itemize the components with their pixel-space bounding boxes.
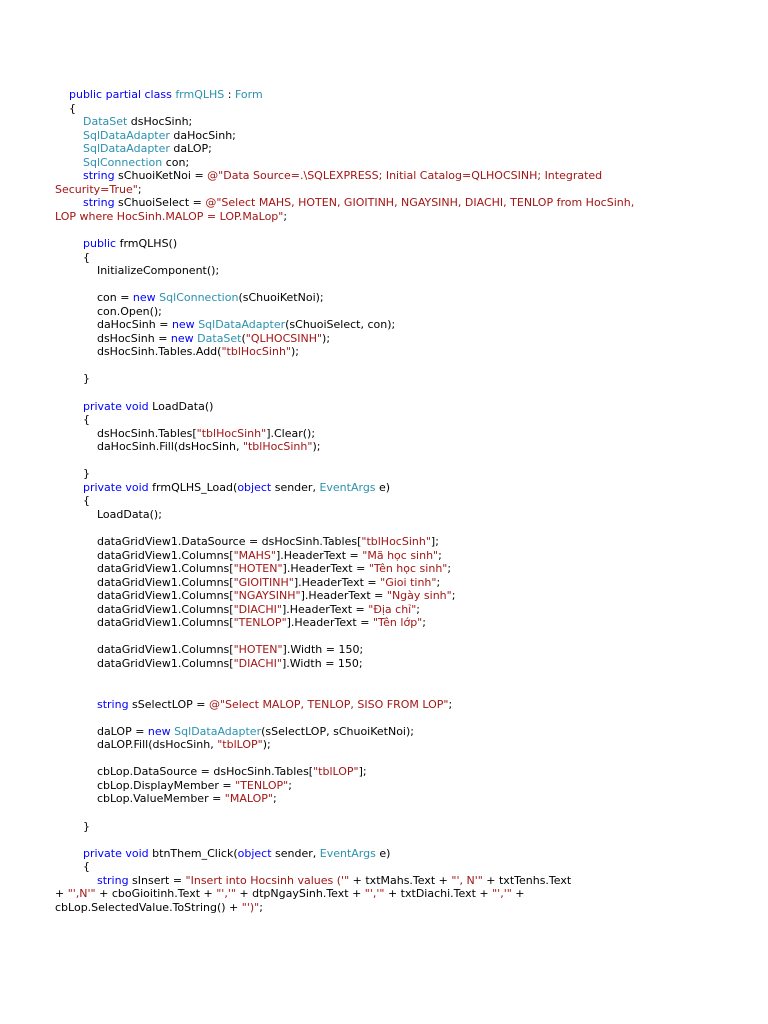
code-text: dataGridView1.Columns[ xyxy=(55,643,234,657)
string-token: "tblHocSinh" xyxy=(242,440,313,454)
code-text: daHocSinh; xyxy=(169,128,236,142)
code-line xyxy=(55,562,755,576)
string-token: "TENLOP" xyxy=(233,616,287,630)
keyword-token: new xyxy=(170,331,194,345)
string-token: "QLHOCSINH" xyxy=(245,331,323,345)
code-line xyxy=(55,711,755,725)
string-token: "HOTEN" xyxy=(233,643,283,657)
code-text xyxy=(55,169,83,182)
code-text: + txtMahs.Text + xyxy=(349,873,452,887)
code-text: ].HeaderText = xyxy=(282,562,369,576)
code-line xyxy=(55,169,755,183)
string-token: "Tên học sinh" xyxy=(368,562,448,576)
code-line xyxy=(55,494,755,508)
string-token: "tblLOP" xyxy=(313,765,359,779)
code-line xyxy=(55,264,755,278)
keyword-token: void xyxy=(125,399,149,413)
code-text: ; xyxy=(447,562,452,576)
code-text: ; xyxy=(416,602,420,616)
code-text: (sSelectLOP, sChuoiKetNoi); xyxy=(261,724,414,738)
code-line xyxy=(55,535,755,549)
type-token: DataSet xyxy=(197,331,242,345)
code-line xyxy=(55,887,755,901)
code-text: dataGridView1.DataSource = dsHocSinh.Tables[ xyxy=(55,535,362,549)
code-text xyxy=(55,129,83,142)
code-text: ].HeaderText = xyxy=(293,575,381,589)
keyword-token: string xyxy=(82,196,115,210)
code-line xyxy=(55,549,755,563)
code-text: sSelectLOP = xyxy=(128,697,209,711)
string-token: "Mã học sinh" xyxy=(362,548,439,562)
code-text: ]; xyxy=(430,535,439,549)
code-text: ; xyxy=(272,792,277,806)
code-text: { xyxy=(55,101,76,115)
type-token: SqlDataAdapter xyxy=(198,318,286,332)
code-text: } xyxy=(55,372,90,386)
keyword-token: new xyxy=(132,291,156,305)
code-line xyxy=(55,643,755,657)
code-text: ].Width = 150; xyxy=(282,643,364,657)
code-text: con; xyxy=(162,155,190,169)
type-token: SqlDataAdapter xyxy=(82,142,170,156)
code-text: con = xyxy=(55,291,133,305)
code-text: cbLop.DisplayMember = xyxy=(55,778,236,792)
string-token: "tblHocSinh" xyxy=(221,345,291,359)
code-text: dsHocSinh = xyxy=(55,331,171,345)
code-line xyxy=(55,820,755,834)
code-line xyxy=(55,454,755,468)
type-token: DataSet xyxy=(82,115,128,129)
keyword-token: void xyxy=(125,846,149,860)
code-text xyxy=(55,237,83,250)
code-line xyxy=(55,88,755,102)
code-line xyxy=(55,806,755,820)
code-text: sender, xyxy=(271,846,320,860)
string-token: "HOTEN" xyxy=(233,562,283,576)
code-text: ; xyxy=(436,575,441,589)
string-token: "tblLOP" xyxy=(217,738,263,752)
code-text: LoadData() xyxy=(148,399,214,413)
code-line xyxy=(55,671,755,685)
code-line xyxy=(55,196,755,210)
type-token: SqlConnection xyxy=(159,291,239,305)
string-token: "DIACHI" xyxy=(233,656,282,670)
code-text: ); xyxy=(312,440,321,454)
code-text: ); xyxy=(322,331,331,345)
code-text: dataGridView1.Columns[ xyxy=(55,575,234,589)
code-line xyxy=(55,318,755,332)
code-line xyxy=(55,156,755,170)
code-line xyxy=(55,765,755,779)
code-line xyxy=(55,183,755,197)
code-text: { xyxy=(55,860,90,874)
code-line xyxy=(55,467,755,481)
string-token: "MALOP" xyxy=(224,792,273,806)
code-text: { xyxy=(55,494,90,508)
code-text: dataGridView1.Columns[ xyxy=(55,589,234,603)
string-token: "tblHocSinh" xyxy=(361,535,431,549)
string-token: "','" xyxy=(216,887,236,901)
code-line xyxy=(55,440,755,454)
code-text: { xyxy=(55,413,90,427)
code-text: ; xyxy=(283,209,288,223)
code-line xyxy=(55,657,755,671)
code-text: : xyxy=(224,88,235,101)
code-text: dataGridView1.Columns[ xyxy=(55,602,234,616)
code-line xyxy=(55,860,755,874)
code-text: LoadData(); xyxy=(55,507,162,521)
keyword-token: private xyxy=(82,846,122,860)
code-text: dsHocSinh.Tables[ xyxy=(55,426,197,440)
code-document xyxy=(55,88,755,914)
code-line xyxy=(55,698,755,712)
string-token: "Insert into Hocsinh values ('" xyxy=(185,873,350,887)
type-token: EventArgs xyxy=(319,480,376,494)
code-text: daLOP.Fill(dsHocSinh, xyxy=(55,738,218,752)
code-line xyxy=(55,413,755,427)
code-text: ].HeaderText = xyxy=(300,589,387,603)
string-token: "Ngày sinh" xyxy=(386,589,452,603)
type-token: SqlDataAdapter xyxy=(174,724,262,738)
keyword-token: object xyxy=(237,846,272,860)
string-token: @"Select MAHS, HOTEN, GIOITINH, NGAYSINH, DIACHI, TENLOP from HocSinh, xyxy=(205,196,635,210)
code-line xyxy=(55,291,755,305)
code-text: ; xyxy=(448,697,453,711)
code-text: + txtDiachi.Text + xyxy=(384,887,493,901)
code-text xyxy=(55,847,83,860)
code-line xyxy=(55,752,755,766)
code-line xyxy=(55,508,755,522)
code-text: dsHocSinh.Tables.Add( xyxy=(55,345,222,359)
code-text: } xyxy=(55,467,90,481)
code-text: dsHocSinh; xyxy=(127,115,193,129)
code-line xyxy=(55,345,755,359)
code-text: e) xyxy=(375,846,391,860)
code-text: con.Open(); xyxy=(55,304,162,318)
keyword-token: object xyxy=(237,480,272,494)
code-text: sChuoiKetNoi = xyxy=(114,169,208,183)
code-text: sInsert = xyxy=(128,873,186,887)
code-line xyxy=(55,237,755,251)
code-text xyxy=(55,88,69,101)
code-text: frmQLHS_Load( xyxy=(148,480,238,494)
code-line xyxy=(55,142,755,156)
code-text: InitializeComponent(); xyxy=(55,264,220,278)
code-text: dataGridView1.Columns[ xyxy=(55,562,234,576)
type-token: SqlDataAdapter xyxy=(82,128,170,142)
code-text: ].HeaderText = xyxy=(275,548,363,562)
code-text: daHocSinh = xyxy=(55,318,172,332)
keyword-token: public xyxy=(82,237,117,251)
code-text: cbLop.SelectedValue.ToString() + xyxy=(55,900,242,914)
code-text: ].Width = 150; xyxy=(281,656,363,670)
string-token: "Gioi tinh" xyxy=(380,575,437,589)
code-text: dataGridView1.Columns[ xyxy=(55,548,234,562)
code-line xyxy=(55,427,755,441)
code-text: cbLop.DataSource = dsHocSinh.Tables[ xyxy=(55,765,314,779)
keyword-token: void xyxy=(125,480,149,494)
code-text: + xyxy=(511,887,525,901)
code-text xyxy=(55,142,83,155)
string-token: "TENLOP" xyxy=(235,778,289,792)
code-text: dataGridView1.Columns[ xyxy=(55,656,234,670)
code-line xyxy=(55,792,755,806)
string-token: "GIOITINH" xyxy=(233,575,294,589)
code-line xyxy=(55,684,755,698)
code-text: ]; xyxy=(358,765,367,779)
code-text xyxy=(55,400,83,413)
string-token: "','" xyxy=(364,887,385,901)
code-line xyxy=(55,522,755,536)
code-line xyxy=(55,372,755,386)
code-text: ; xyxy=(288,778,292,792)
code-text: cbLop.ValueMember = xyxy=(55,792,225,806)
code-text xyxy=(55,196,83,209)
code-text xyxy=(55,156,83,169)
code-text xyxy=(55,115,83,128)
string-token: Security=True" xyxy=(55,182,138,196)
code-text: ; xyxy=(137,182,142,196)
code-line xyxy=(55,102,755,116)
code-line xyxy=(55,481,755,495)
code-line xyxy=(55,332,755,346)
code-text: ].HeaderText = xyxy=(281,602,369,616)
code-line xyxy=(55,305,755,319)
string-token: "', N'" xyxy=(451,873,483,887)
type-token: SqlConnection xyxy=(82,155,163,169)
code-line xyxy=(55,129,755,143)
code-text: (sChuoiSelect, con); xyxy=(285,318,396,332)
code-line xyxy=(55,400,755,414)
keyword-token: private xyxy=(82,399,122,413)
code-line xyxy=(55,603,755,617)
string-token: "Tên lớp" xyxy=(372,616,423,630)
code-text: dataGridView1.Columns[ xyxy=(55,616,234,630)
code-text: ; xyxy=(438,548,442,562)
type-token: frmQLHS xyxy=(175,88,225,101)
code-text: ); xyxy=(290,345,299,359)
string-token: @"Select MALOP, TENLOP, SISO FROM LOP" xyxy=(208,697,449,711)
code-line xyxy=(55,874,755,888)
string-token: "tblHocSinh" xyxy=(196,426,267,440)
code-line xyxy=(55,616,755,630)
code-line xyxy=(55,833,755,847)
code-line xyxy=(55,278,755,292)
code-text: { xyxy=(55,250,90,264)
string-token: "','" xyxy=(492,887,512,901)
string-token: LOP where HocSinh.MALOP = LOP.MaLop" xyxy=(55,209,284,223)
code-text: sender, xyxy=(271,480,320,494)
type-token: EventArgs xyxy=(319,846,376,860)
code-text: ( xyxy=(241,331,246,345)
code-text: e) xyxy=(375,480,391,494)
keyword-token: new xyxy=(171,318,195,332)
string-token: "MAHS" xyxy=(233,548,276,562)
code-text: ); xyxy=(262,738,271,752)
code-text: btnThem_Click( xyxy=(148,846,238,860)
string-token: @"Data Source=.\SQLEXPRESS; Initial Catalog=QLHOCSINH; Integrated xyxy=(207,169,603,183)
code-text: daLOP; xyxy=(169,142,212,156)
keyword-token: new xyxy=(147,724,171,738)
code-text xyxy=(55,481,83,494)
code-text: sChuoiSelect = xyxy=(114,196,206,210)
code-text: ].HeaderText = xyxy=(286,616,373,630)
code-text: (sChuoiKetNoi); xyxy=(238,291,324,305)
code-line xyxy=(55,251,755,265)
code-text xyxy=(55,698,97,711)
keyword-token: public partial class xyxy=(69,88,176,101)
code-line xyxy=(55,223,755,237)
code-text xyxy=(55,874,97,887)
code-text: ; xyxy=(451,589,456,603)
type-token: Form xyxy=(234,88,263,101)
string-token: "DIACHI" xyxy=(233,602,282,616)
code-text: } xyxy=(55,819,90,833)
string-token: "')" xyxy=(241,900,260,914)
code-line xyxy=(55,630,755,644)
code-text: daLOP = xyxy=(55,724,148,738)
string-token: "Địa chỉ" xyxy=(368,602,417,616)
code-line xyxy=(55,210,755,224)
code-line xyxy=(55,847,755,861)
code-text: + xyxy=(55,887,68,901)
code-text: ; xyxy=(259,900,263,914)
code-text: frmQLHS() xyxy=(116,237,178,251)
code-line xyxy=(55,115,755,129)
code-text: + cboGioitinh.Text + xyxy=(95,887,217,901)
code-line xyxy=(55,738,755,752)
code-line xyxy=(55,779,755,793)
code-line xyxy=(55,386,755,400)
code-line xyxy=(55,359,755,373)
code-text: + txtTenhs.Text xyxy=(482,873,572,887)
string-token: "NGAYSINH" xyxy=(233,589,301,603)
code-line xyxy=(55,589,755,603)
code-line xyxy=(55,725,755,739)
code-text: ].Clear(); xyxy=(266,426,316,440)
code-text: + dtpNgaySinh.Text + xyxy=(235,887,365,901)
code-text: daHocSinh.Fill(dsHocSinh, xyxy=(55,440,243,454)
code-text: ; xyxy=(422,616,426,630)
keyword-token: string xyxy=(96,873,129,887)
code-line xyxy=(55,576,755,590)
code-line xyxy=(55,901,755,915)
keyword-token: string xyxy=(96,697,129,711)
keyword-token: private xyxy=(82,480,122,494)
string-token: "',N'" xyxy=(67,887,96,901)
keyword-token: string xyxy=(82,169,115,183)
